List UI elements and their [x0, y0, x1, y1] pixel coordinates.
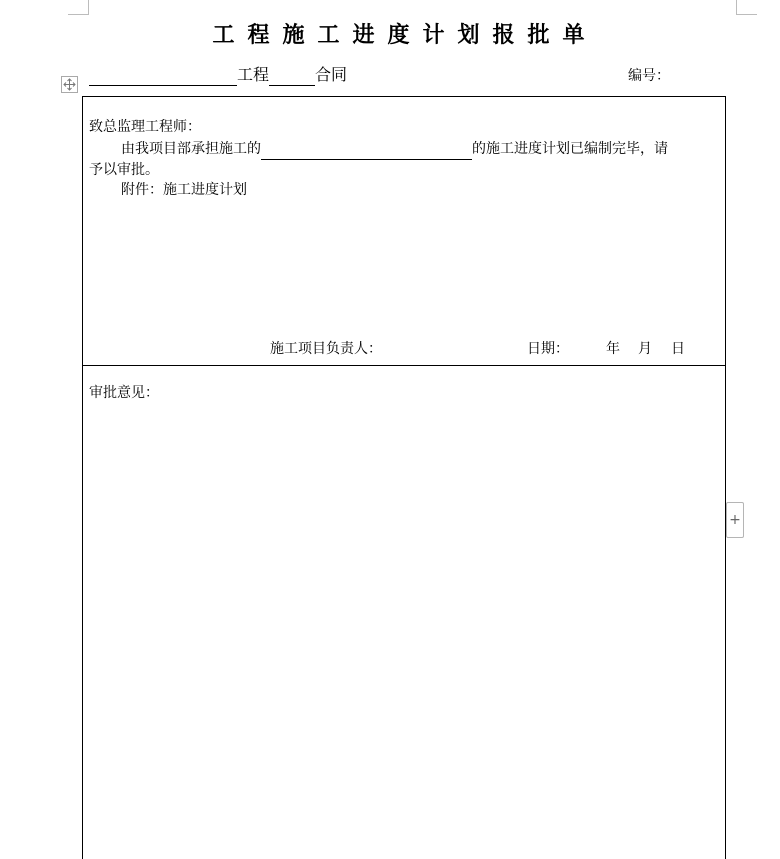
contract-suffix: 合同 [315, 65, 348, 84]
date-year-label: 年 [606, 341, 620, 357]
plus-icon: + [729, 512, 741, 528]
plan-name-blank[interactable] [261, 143, 472, 160]
approval-opinion-label: 审批意见： [89, 385, 159, 401]
approval-form-table [82, 96, 726, 859]
signer-label: 施工项目负责人： [270, 341, 382, 357]
add-column-handle[interactable] [726, 502, 744, 538]
number-label: 编号： [628, 68, 670, 84]
move-icon [63, 78, 76, 91]
project-contract-line [89, 64, 347, 86]
date-day-label: 日 [671, 341, 685, 357]
project-name-blank[interactable] [89, 67, 237, 86]
date-label: 日期： [527, 341, 569, 357]
date-month-label: 月 [638, 341, 652, 357]
contract-name-blank[interactable] [269, 67, 315, 86]
approval-section[interactable] [83, 366, 725, 859]
addressee: 致总监理工程师： [89, 119, 201, 135]
project-suffix: 工程 [237, 65, 270, 84]
crop-mark-top-left [68, 0, 89, 15]
table-move-handle[interactable] [61, 76, 78, 93]
body-line-2: 予以审批。 [89, 162, 159, 178]
document-title: 工程施工进度计划报批单 [212, 22, 598, 48]
crop-mark-top-right [736, 0, 757, 15]
body-line-1 [121, 139, 668, 160]
submission-section [83, 97, 725, 366]
body-prefix: 由我项目部承担施工的 [121, 141, 261, 157]
body-suffix: 的施工进度计划已编制完毕，请 [472, 141, 668, 157]
attachment-line: 附件：施工进度计划 [121, 182, 247, 198]
